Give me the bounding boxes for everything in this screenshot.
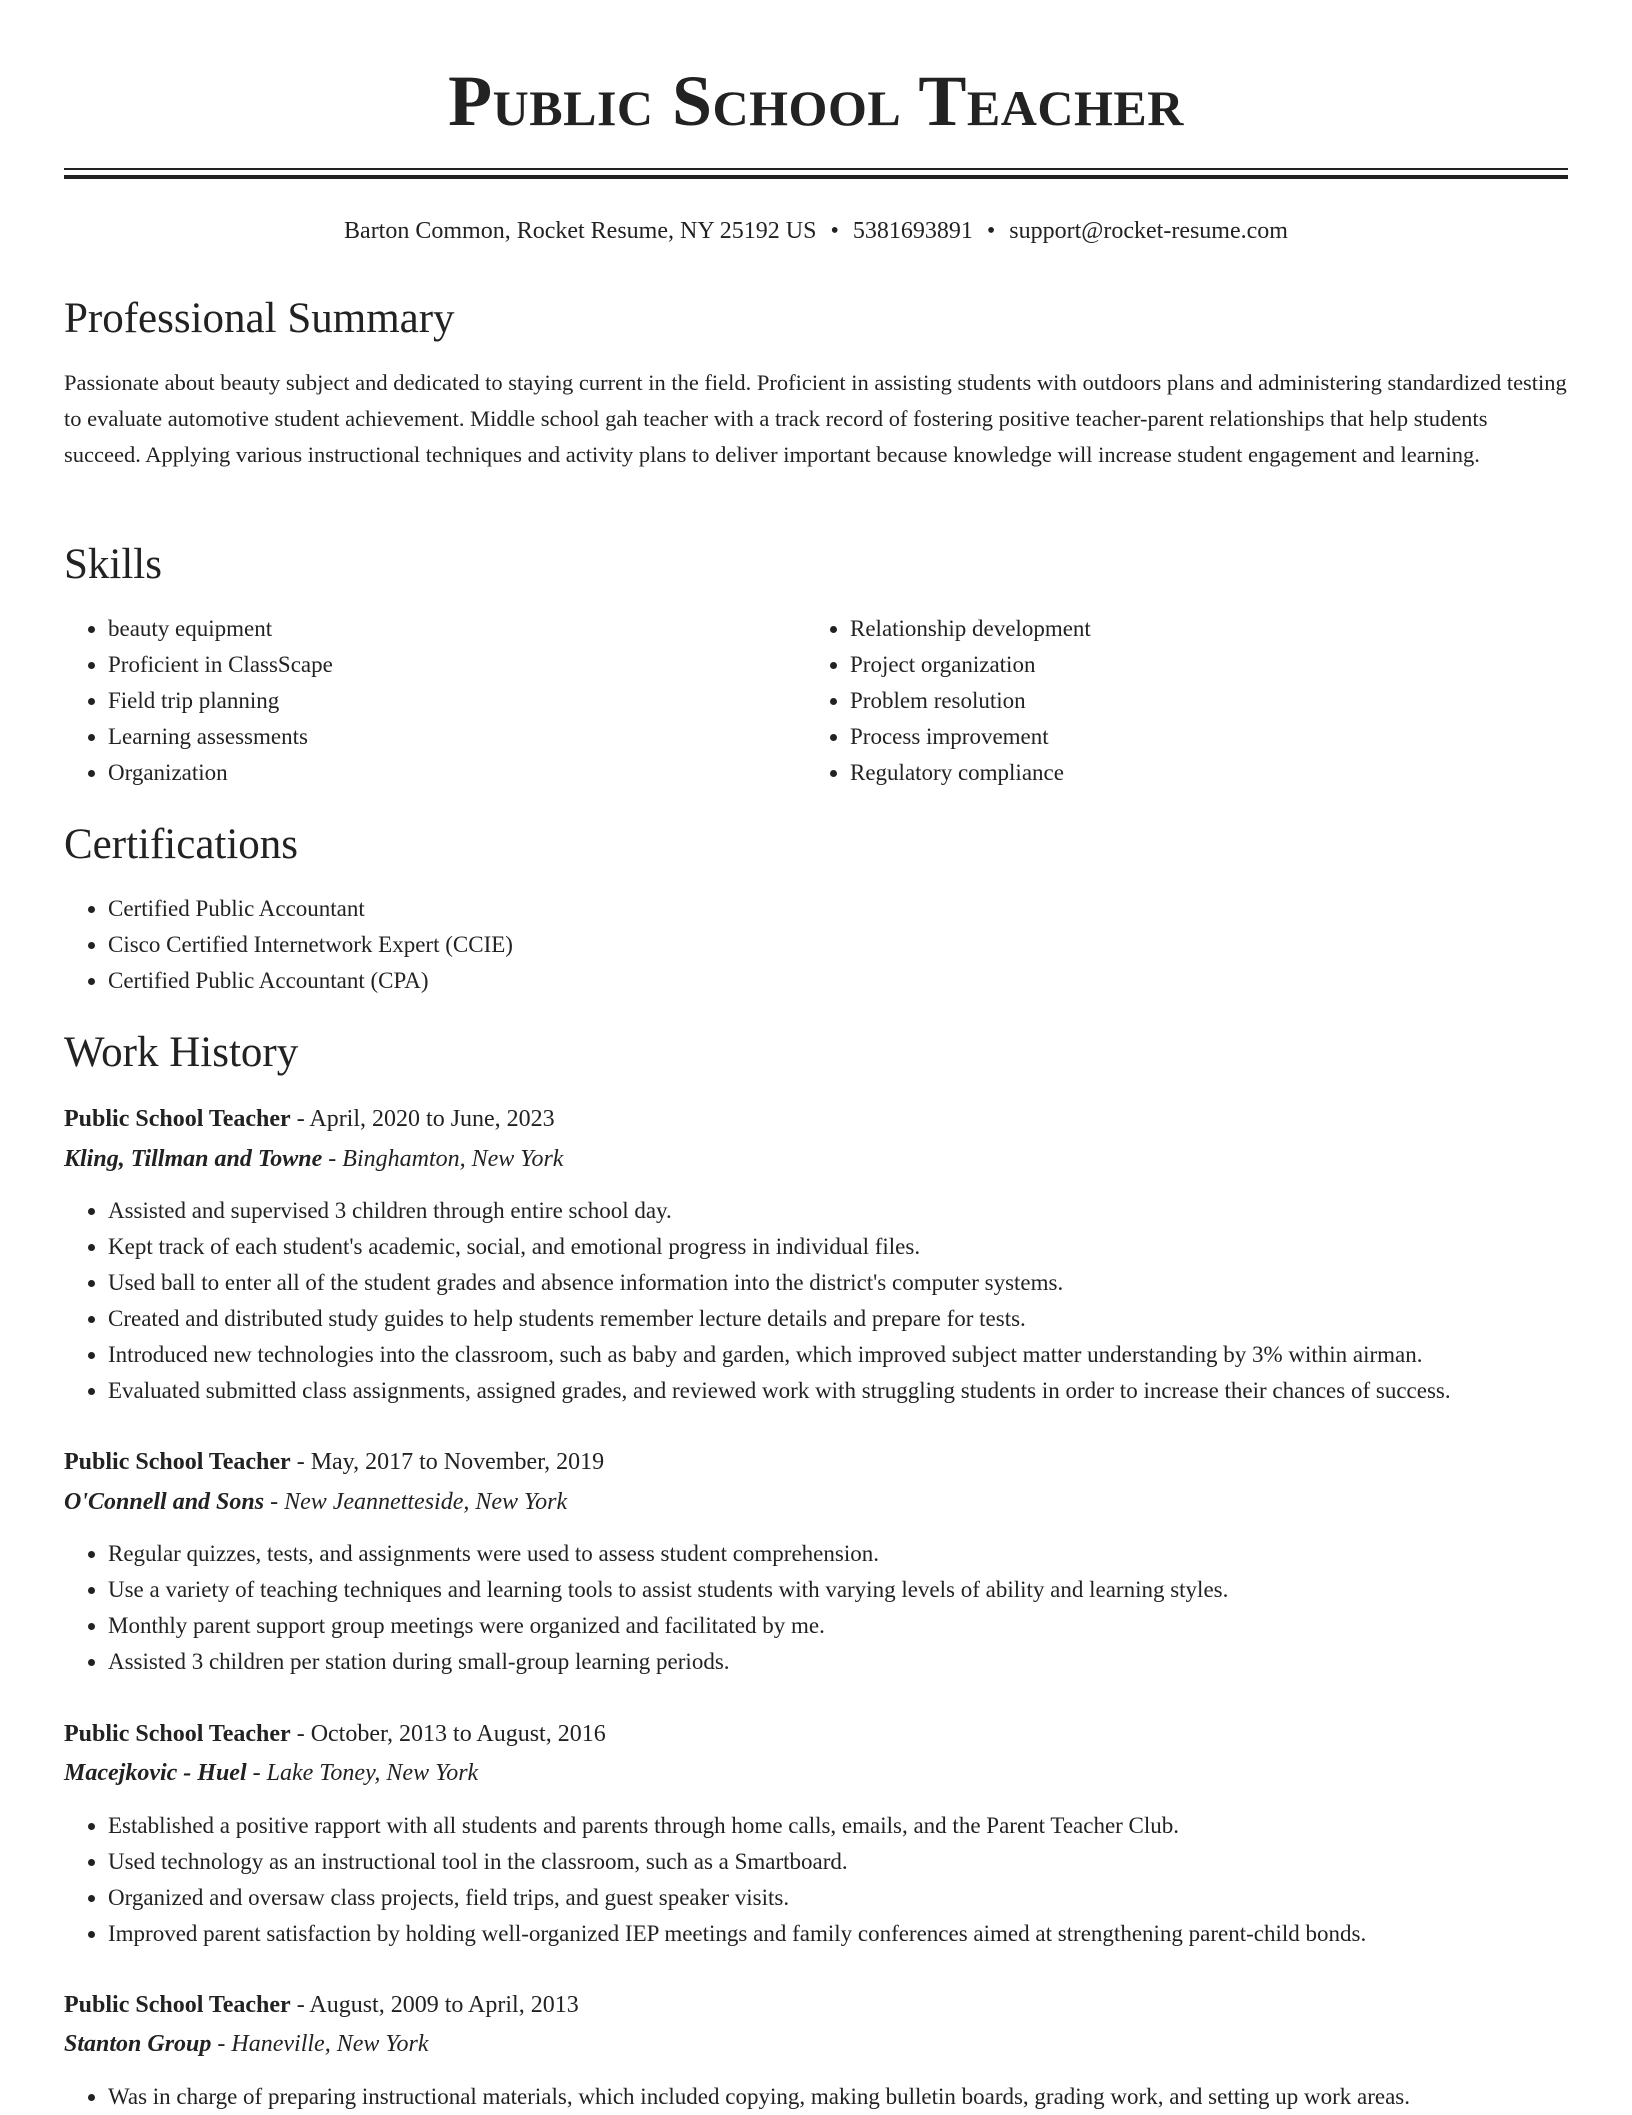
job-location: Lake Toney, New York — [266, 1760, 479, 1786]
skill-item: • Organization — [108, 755, 764, 791]
skill-item: • Problem resolution — [850, 683, 1506, 719]
job-bullets — [64, 1193, 1584, 1409]
job-bullet: • Use a variety of teaching techniques and learning tools to assist students with varying levels of ability and learning styles. — [108, 1572, 1584, 1608]
job-company-line — [64, 2026, 429, 2062]
job-dash: - — [211, 2031, 232, 2057]
skill-item: • Field trip planning — [108, 683, 764, 719]
job-title: Public School Teacher — [64, 1721, 291, 1747]
job-dash: - — [246, 1760, 267, 1786]
skill-item: • Process improvement — [850, 719, 1506, 755]
job-title-line — [64, 1987, 579, 2023]
contact-separator: • — [830, 218, 839, 244]
skill-item: • Project organization — [850, 647, 1506, 683]
job-bullets — [64, 2079, 1584, 2115]
job-bullet: • Kept track of each student's academic, social, and emotional progress in individual files. — [108, 1229, 1584, 1265]
job-company: O'Connell and Sons — [64, 1489, 265, 1515]
job-dates: May, 2017 to November, 2019 — [310, 1449, 605, 1475]
skills-list-left — [64, 611, 764, 791]
job-bullet: • Assisted and supervised 3 children through entire school day. — [108, 1193, 1584, 1229]
contact-line — [64, 214, 1568, 248]
job-bullet: • Used ball to enter all of the student grades and absence information into the district's computer systems. — [108, 1265, 1584, 1301]
job-bullet: • Created and distributed study guides to help students remember lecture details and prepare for tests. — [108, 1301, 1584, 1337]
job-bullet: • Was in charge of preparing instructional materials, which included copying, making bulletin boards, grading work, and setting up work areas. — [108, 2079, 1584, 2115]
skill-item: • Regulatory compliance — [850, 755, 1506, 791]
job-bullet: • Introduced new technologies into the classroom, such as baby and garden, which improved subject matter understanding by 3% within airman. — [108, 1337, 1584, 1373]
job-dash: - — [290, 1106, 310, 1132]
job-title-line — [64, 1444, 604, 1480]
job-dates: October, 2013 to August, 2016 — [310, 1721, 606, 1747]
skills-list-right — [806, 611, 1506, 791]
job-dates: August, 2009 to April, 2013 — [309, 1992, 579, 2018]
title-divider-thick — [64, 175, 1568, 179]
job-company-line — [64, 1755, 478, 1791]
job-company-line — [64, 1141, 563, 1177]
job-location: New Jeannetteside, New York — [284, 1489, 568, 1515]
certifications-list — [64, 891, 1464, 999]
job-bullet: • Established a positive rapport with all students and parents through home calls, emails, and the Parent Teacher Club. — [108, 1808, 1584, 1844]
summary-heading: Professional Summary — [64, 295, 455, 342]
contact-separator: • — [986, 218, 996, 244]
job-company: Kling, Tillman and Towne — [64, 1146, 323, 1172]
job-location: Haneville, New York — [231, 2031, 429, 2057]
job-bullet: • Evaluated submitted class assignments, assigned grades, and reviewed work with struggling students in order to increase their chances of success. — [108, 1373, 1584, 1409]
job-company: Macejkovic - Huel — [64, 1760, 247, 1786]
skill-item: • Relationship development — [850, 611, 1506, 647]
job-bullet: • Organized and oversaw class projects, field trips, and guest speaker visits. — [108, 1880, 1584, 1916]
contact-address: Barton Common, Rocket Resume, NY 25192 US — [344, 218, 817, 244]
job-company: Stanton Group — [64, 2031, 212, 2057]
skill-item: • Learning assessments — [108, 719, 764, 755]
job-title-line — [64, 1101, 555, 1137]
job-dash: - — [264, 1489, 285, 1515]
job-title: Public School Teacher — [64, 1449, 291, 1475]
skill-item: • Proficient in ClassScape — [108, 647, 764, 683]
certification-item: • Certified Public Accountant (CPA) — [108, 963, 1464, 999]
certification-item: • Cisco Certified Internetwork Expert (CCIE) — [108, 927, 1464, 963]
job-bullet: • Assisted 3 children per station during small-group learning periods. — [108, 1644, 1584, 1680]
job-bullets — [64, 1536, 1584, 1680]
summary-text: Passionate about beauty subject and dedicated to staying current in the field. Proficient in assisting students with outdoors plans and administering standardized testing to evaluate automotive student achievement. Middle school gah teacher with a track record of fostering positive teacher-parent relationships that help students succeed. Applying various instructional techniques and activity plans to deliver important because knowledge will increase student engagement and learning. — [64, 370, 1567, 467]
work-history-heading: Work History — [64, 1029, 299, 1076]
certifications-heading: Certifications — [64, 821, 299, 868]
job-bullet: • Regular quizzes, tests, and assignments were used to assess student comprehension. — [108, 1536, 1584, 1572]
job-dates: April, 2020 to June, 2023 — [309, 1106, 555, 1132]
job-company-line — [64, 1484, 567, 1520]
job-dash: - — [290, 1721, 311, 1747]
title-divider-thin — [64, 168, 1568, 170]
resume-title: Public School Teacher — [448, 61, 1184, 141]
job-title: Public School Teacher — [64, 1992, 291, 2018]
job-dash: - — [322, 1146, 343, 1172]
contact-email: support@rocket-resume.com — [1009, 218, 1288, 244]
job-dash: - — [290, 1992, 310, 2018]
job-bullets — [64, 1808, 1584, 1952]
job-location: Binghamton, New York — [342, 1146, 564, 1172]
certification-item: • Certified Public Accountant — [108, 891, 1464, 927]
job-dash: - — [290, 1449, 311, 1475]
contact-phone: 5381693891 — [852, 218, 973, 244]
job-title: Public School Teacher — [64, 1106, 291, 1132]
job-bullet: • Used technology as an instructional tool in the classroom, such as a Smartboard. — [108, 1844, 1584, 1880]
job-bullet: • Improved parent satisfaction by holding well-organized IEP meetings and family conferences aimed at strengthening parent-child bonds. — [108, 1916, 1584, 1952]
skills-heading: Skills — [64, 541, 162, 588]
skill-item: • beauty equipment — [108, 611, 764, 647]
job-bullet: • Monthly parent support group meetings were organized and facilitated by me. — [108, 1608, 1584, 1644]
job-title-line — [64, 1716, 606, 1752]
